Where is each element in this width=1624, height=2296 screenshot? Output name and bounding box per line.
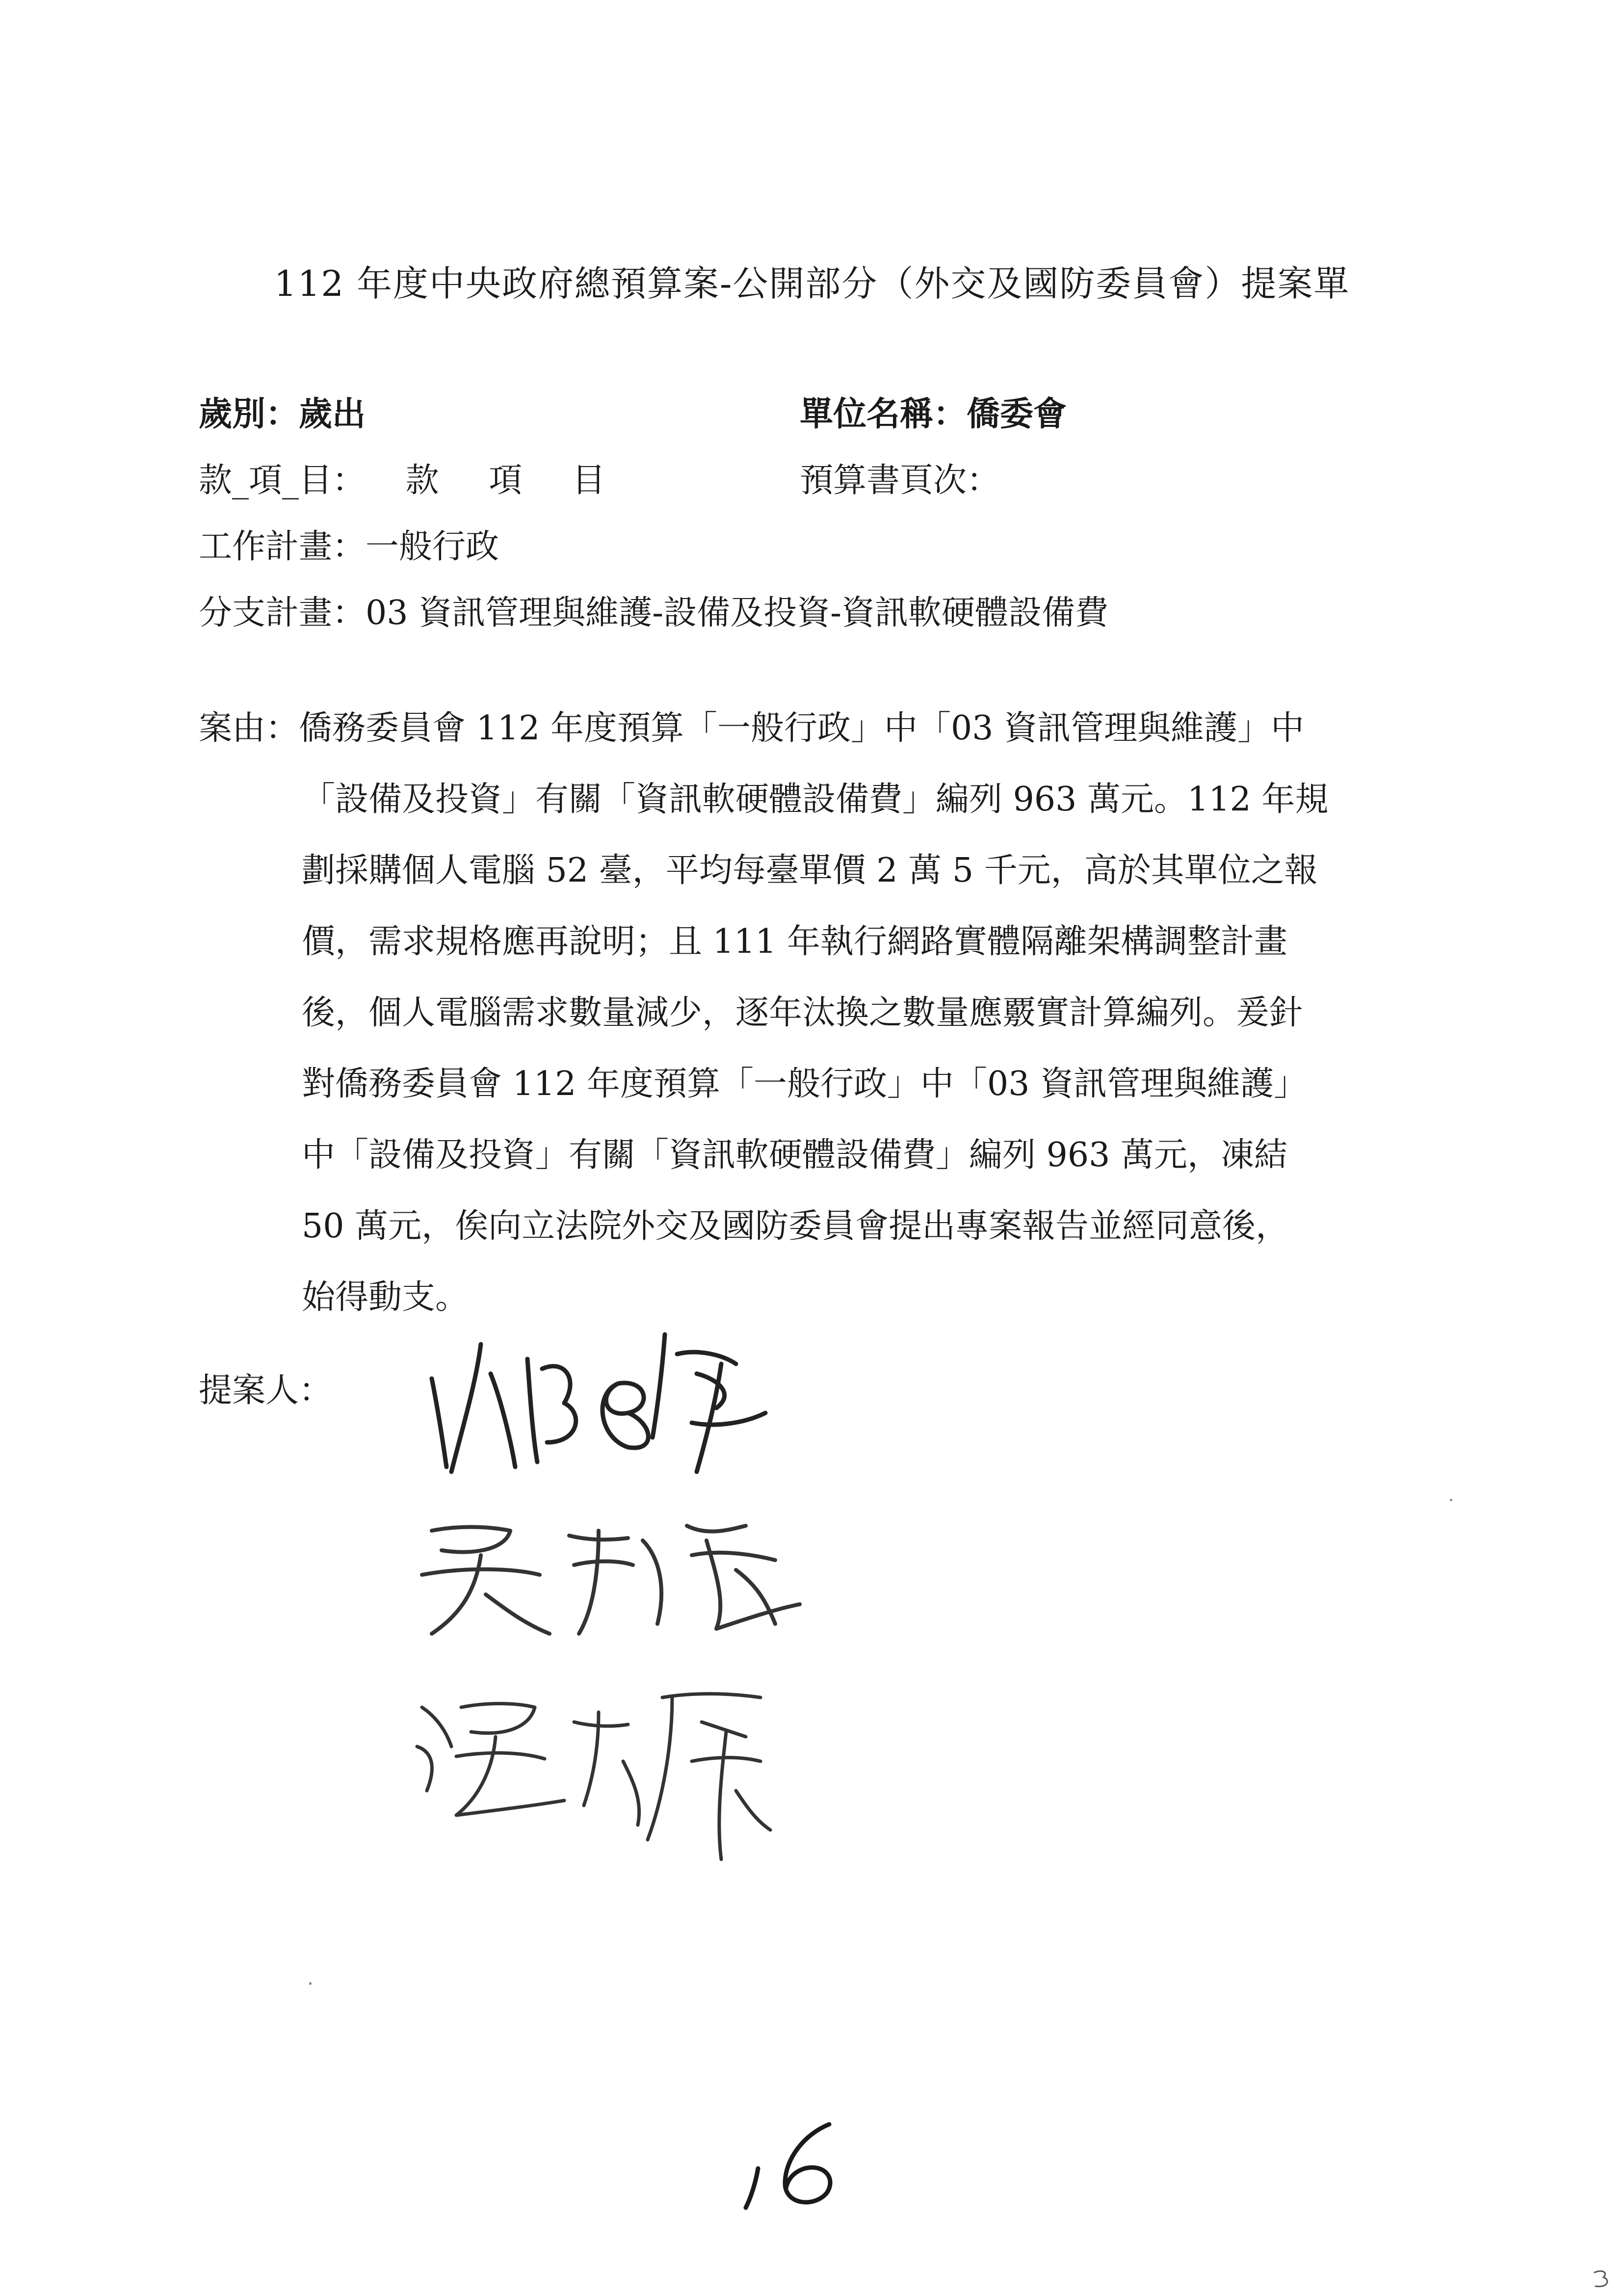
reason-line: 對僑務委員會 112 年度預算「一般行政」中「03 資訊管理與維護」 xyxy=(302,1065,1308,1103)
reason-label: 案由： xyxy=(199,709,299,748)
scan-speck xyxy=(309,1982,312,1985)
signature-1 xyxy=(422,1325,854,1482)
work-plan-field: 工作計畫：一般行政 xyxy=(199,527,499,566)
handwritten-page-number xyxy=(731,2114,859,2213)
proposer-label: 提案人： xyxy=(199,1371,333,1410)
kxm-field xyxy=(199,454,645,501)
kxm-label: 款_項_目： xyxy=(199,461,366,500)
kxm-value-mu: 目 xyxy=(572,461,605,500)
reason-line: 後，個人電腦需求數量減少，逐年汰換之數量應覈實計算編列。爰針 xyxy=(302,993,1303,1032)
kxm-value-kuan: 款 xyxy=(405,461,439,500)
reason-line: 「設備及投資」有關「資訊軟硬體設備費」編列 963 萬元。112 年規 xyxy=(302,780,1329,819)
budget-page-ref: 預算書頁次： xyxy=(800,461,1000,500)
document-title: 112 年度中央政府總預算案-公開部分（外交及國防委員會）提案單 xyxy=(274,263,1350,304)
corner-page-mark xyxy=(1590,2267,1614,2291)
unit-name-field: 單位名稱：僑委會 xyxy=(800,394,1067,434)
reason-line: 50 萬元，俟向立法院外交及國防委員會提出專案報告並經同意後， xyxy=(302,1207,1289,1246)
kxm-value-xiang: 項 xyxy=(489,461,523,500)
scan-speck xyxy=(1450,1499,1452,1501)
reason-line: 僑務委員會 112 年度預算「一般行政」中「03 資訊管理與維護」中 xyxy=(299,709,1305,748)
reason-line: 始得動支。 xyxy=(302,1278,469,1317)
category-field: 歲別：歲出 xyxy=(199,394,366,434)
sub-plan-field: 分支計畫：03 資訊管理與維護-設備及投資-資訊軟硬體設備費 xyxy=(199,594,1109,632)
reason-line: 價，需求規格應再說明；且 111 年執行網路實體隔離架構調整計畫 xyxy=(302,922,1288,961)
signature-3 xyxy=(407,1678,780,1864)
signature-2 xyxy=(412,1511,814,1639)
reason-line: 劃採購個人電腦 52 臺，平均每臺單價 2 萬 5 千元，高於其單位之報 xyxy=(302,851,1318,890)
reason-body xyxy=(302,778,1328,1347)
reason-first-line xyxy=(199,706,1304,778)
reason-line: 中「設備及投資」有關「資訊軟硬體設備費」編列 963 萬元，凍結 xyxy=(302,1136,1288,1174)
kxm-values xyxy=(406,454,645,501)
